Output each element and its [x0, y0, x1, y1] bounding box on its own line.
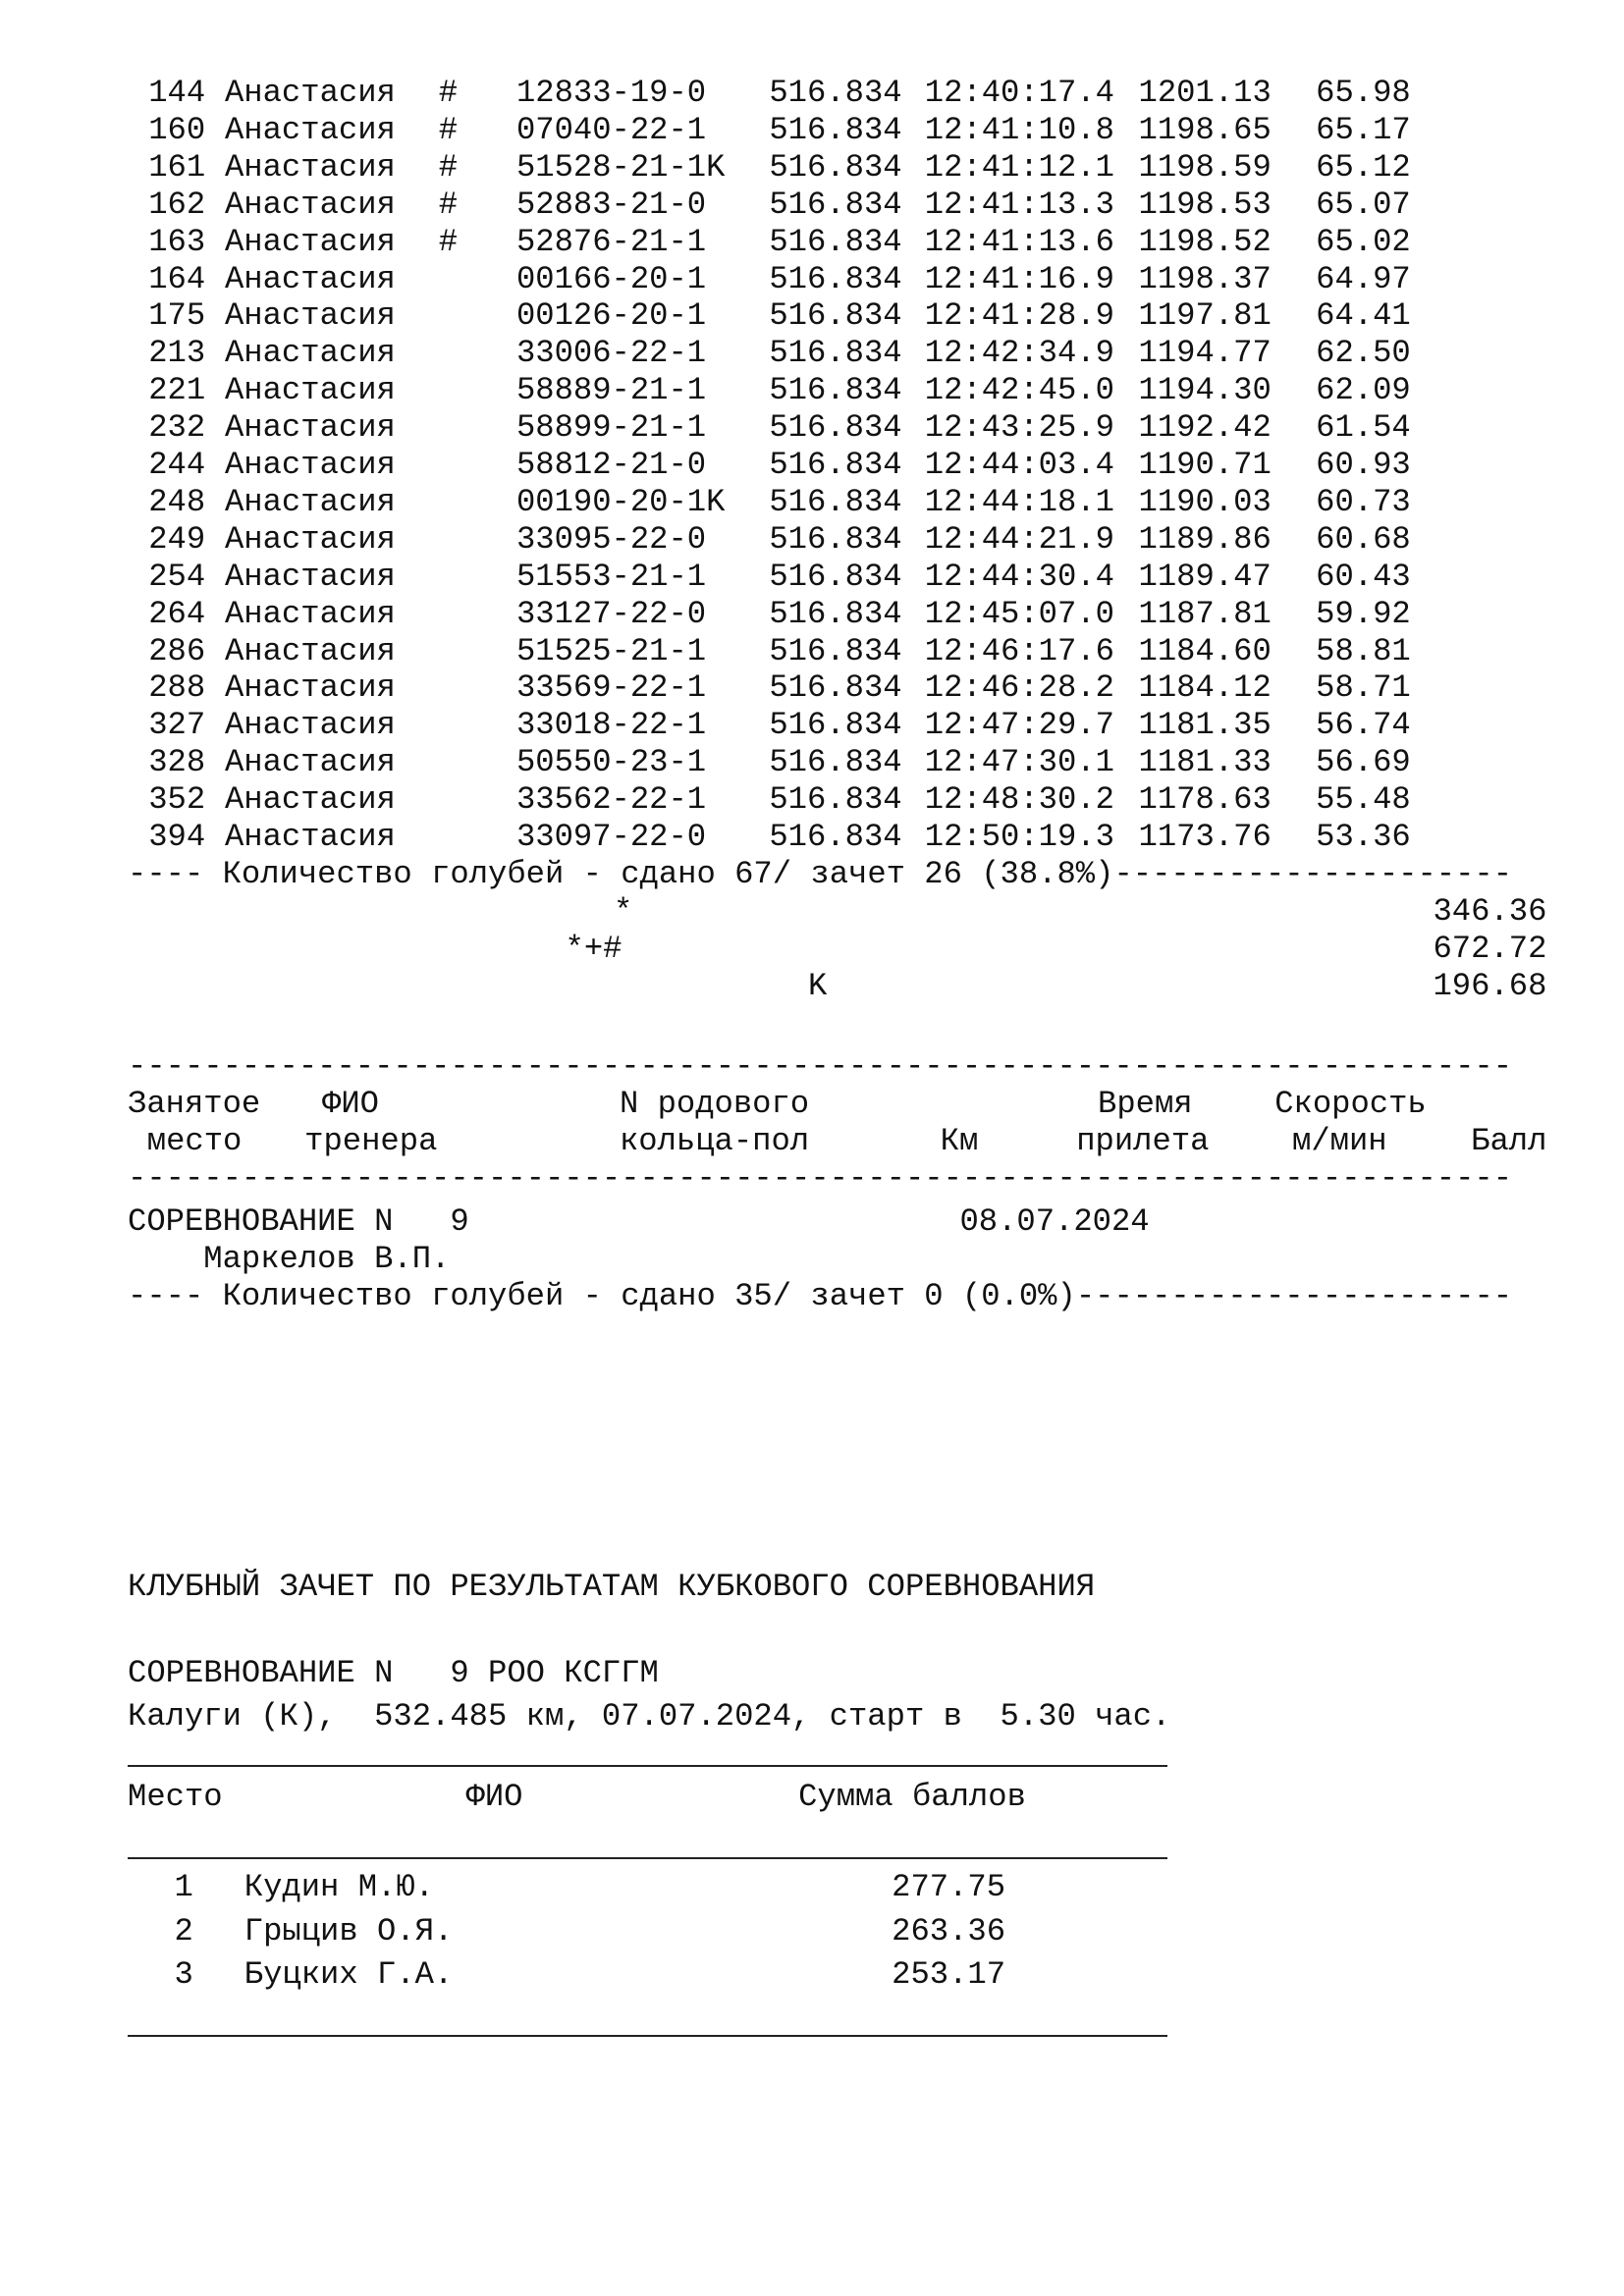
- place-cell: 175: [148, 297, 206, 335]
- spacer: [205, 819, 225, 856]
- ring-cell: 12833-19-0: [515, 75, 707, 111]
- score-cell: 60.73: [1316, 483, 1411, 520]
- spacer: [905, 372, 925, 409]
- score-cell: 62.09: [1316, 372, 1411, 409]
- spacer: [905, 75, 925, 112]
- competition-label: СОРЕВНОВАНИЕ N 9: [128, 1203, 469, 1240]
- table-row: [128, 707, 1411, 744]
- spacer: [905, 409, 925, 447]
- name-cell: Анастасия: [224, 520, 396, 558]
- speed-cell: 1187.81: [1138, 595, 1272, 632]
- header-score: Балл: [1471, 1123, 1547, 1159]
- km-cell: 516.834: [769, 223, 902, 260]
- club-header-sum: Сумма баллов: [798, 1779, 1026, 1815]
- spacer: [905, 149, 925, 187]
- club-name-cell: Грыцив О.Я.: [244, 1912, 454, 1949]
- club-sum-cell: 277.75: [892, 1869, 1006, 1905]
- score-cell: 58.71: [1316, 669, 1411, 707]
- spacer: [205, 707, 225, 744]
- ring-cell: 51528-21-1K: [515, 148, 726, 186]
- club-header-rule: [128, 1857, 1167, 1859]
- club-row: [128, 1869, 1177, 1906]
- spacer: [205, 372, 225, 409]
- ring-cell: 51553-21-1: [515, 558, 707, 595]
- summary-text: Количество голубей - сдано 35/ зачет 0 (0.0%): [222, 1278, 1076, 1314]
- ring-cell: 33569-22-1: [515, 669, 707, 707]
- spacer: [1119, 669, 1139, 707]
- time-cell: 12:44:18.1: [924, 483, 1114, 520]
- summary-dashes: -----------------------: [1075, 1278, 1513, 1314]
- table-row: [128, 781, 1411, 819]
- ring-cell: 00126-20-1: [515, 297, 707, 335]
- speed-cell: 1181.33: [1138, 744, 1272, 781]
- score-cell: 59.92: [1316, 595, 1411, 632]
- km-cell: 516.834: [769, 447, 902, 483]
- speed-cell: 1198.37: [1138, 260, 1272, 297]
- spacer: [905, 112, 925, 149]
- spacer: [205, 75, 225, 112]
- spacer: [1119, 633, 1139, 670]
- header-ring: N родового: [619, 1086, 810, 1122]
- spacer: [905, 187, 925, 224]
- score-cell: 65.02: [1316, 223, 1411, 260]
- place-cell: 328: [148, 744, 206, 781]
- time-cell: 12:47:30.1: [924, 744, 1114, 781]
- spacer: [1119, 409, 1139, 447]
- km-cell: 516.834: [769, 75, 902, 111]
- speed-cell: 1198.53: [1138, 186, 1272, 223]
- table-row: [128, 224, 1411, 261]
- total-value: 672.72: [1433, 930, 1547, 967]
- table-row: [128, 149, 1411, 187]
- km-cell: 516.834: [769, 520, 902, 558]
- place-cell: 248: [148, 483, 206, 520]
- spacer: [205, 447, 225, 484]
- mark-cell: #: [438, 223, 459, 260]
- total-label: *+#: [565, 930, 623, 967]
- speed-cell: 1197.81: [1138, 297, 1272, 335]
- km-cell: 516.834: [769, 744, 902, 781]
- table-row: [128, 447, 1411, 484]
- place-cell: 161: [148, 148, 206, 186]
- name-cell: Анастасия: [224, 744, 396, 781]
- name-cell: Анастасия: [224, 335, 396, 372]
- ring-cell: 58899-21-1: [515, 409, 707, 447]
- score-cell: 56.69: [1316, 744, 1411, 781]
- dashed-divider: -------------------------------------------------------------------------: [128, 1160, 1513, 1197]
- km-cell: 516.834: [769, 632, 902, 669]
- ring-cell: 51525-21-1: [515, 632, 707, 669]
- table-row: [128, 335, 1411, 372]
- spacer: [905, 261, 925, 298]
- speed-cell: 1181.35: [1138, 707, 1272, 744]
- place-cell: 144: [148, 75, 206, 111]
- speed-cell: 1190.03: [1138, 483, 1272, 520]
- ring-cell: 33562-22-1: [515, 781, 707, 819]
- km-cell: 516.834: [769, 335, 902, 372]
- speed-cell: 1198.52: [1138, 223, 1272, 260]
- table-header-line-1: [128, 1086, 1546, 1123]
- score-cell: 64.97: [1316, 260, 1411, 297]
- score-cell: 65.07: [1316, 186, 1411, 223]
- spacer: [905, 447, 925, 484]
- time-cell: 12:45:07.0: [924, 595, 1114, 632]
- time-cell: 12:41:12.1: [924, 148, 1114, 186]
- score-cell: 56.74: [1316, 707, 1411, 744]
- spacer: [1119, 781, 1139, 819]
- total-label: *: [614, 892, 633, 930]
- place-cell: 286: [148, 632, 206, 669]
- place-cell: 213: [148, 335, 206, 372]
- club-sum-cell: 263.36: [892, 1912, 1006, 1949]
- ring-cell: 52876-21-1: [515, 223, 707, 260]
- time-cell: 12:46:28.2: [924, 669, 1114, 707]
- spacer: [1119, 297, 1139, 335]
- score-cell: 64.41: [1316, 297, 1411, 335]
- place-cell: 244: [148, 447, 206, 483]
- ring-cell: 00166-20-1: [515, 260, 707, 297]
- score-cell: 65.12: [1316, 148, 1411, 186]
- spacer: [205, 484, 225, 521]
- header-trainer: ФИО: [322, 1086, 379, 1122]
- spacer: [905, 744, 925, 781]
- table-row: [128, 521, 1411, 559]
- club-place-cell: 3: [174, 1956, 193, 1993]
- speed-cell: 1184.60: [1138, 632, 1272, 669]
- club-top-rule: [128, 1765, 1167, 1767]
- place-cell: 394: [148, 819, 206, 855]
- place-cell: 264: [148, 595, 206, 632]
- table-header-line-2: [128, 1123, 1546, 1160]
- spacer: [205, 261, 225, 298]
- spacer: [205, 187, 225, 224]
- club-details-line: Калуги (К), 532.485 км, 07.07.2024, старт в 5.30 час.: [128, 1698, 1171, 1735]
- place-cell: 164: [148, 260, 206, 297]
- ring-cell: 58889-21-1: [515, 372, 707, 409]
- score-cell: 61.54: [1316, 409, 1411, 447]
- speed-cell: 1192.42: [1138, 409, 1272, 447]
- club-row: [128, 1956, 1177, 1994]
- competition-date: 08.07.2024: [959, 1203, 1150, 1240]
- summary-line-2: ---- Количество голубей - сдано 35/ зачет 0 (0.0%)-----------------------: [128, 1278, 1513, 1314]
- club-title: КЛУБНЫЙ ЗАЧЕТ ПО РЕЗУЛЬТАТАМ КУБКОВОГО СОРЕВНОВАНИЯ: [128, 1569, 1096, 1605]
- time-cell: 12:41:13.3: [924, 186, 1114, 223]
- table-row: [128, 596, 1411, 633]
- km-cell: 516.834: [769, 595, 902, 632]
- trainer-line: [128, 1241, 450, 1278]
- spacer: [1119, 224, 1139, 261]
- speed-cell: 1184.12: [1138, 669, 1272, 707]
- table-row: [128, 633, 1411, 670]
- speed-cell: 1190.71: [1138, 447, 1272, 483]
- time-cell: 12:44:21.9: [924, 520, 1114, 558]
- speed-cell: 1194.77: [1138, 335, 1272, 372]
- time-cell: 12:43:25.9: [924, 409, 1114, 447]
- total-label: K: [808, 967, 828, 1004]
- header-place: Занятое: [128, 1086, 261, 1122]
- total-value: 346.36: [1433, 892, 1547, 930]
- score-cell: 53.36: [1316, 819, 1411, 855]
- speed-cell: 1178.63: [1138, 781, 1272, 819]
- table-row: [128, 297, 1411, 335]
- summary-dashes: ---------------------: [1113, 855, 1513, 892]
- ring-cell: 00190-20-1K: [515, 483, 726, 520]
- spacer: [205, 744, 225, 781]
- km-cell: 516.834: [769, 372, 902, 409]
- name-cell: Анастасия: [224, 260, 396, 297]
- time-cell: 12:48:30.2: [924, 781, 1114, 819]
- spacer: [905, 335, 925, 372]
- name-cell: Анастасия: [224, 483, 396, 520]
- total-row: [128, 893, 1546, 931]
- table-row: [128, 372, 1411, 409]
- ring-cell: 58812-21-0: [515, 447, 707, 483]
- club-competition-line: СОРЕВНОВАНИЕ N 9 РОО КСГГМ: [128, 1655, 659, 1691]
- time-cell: 12:47:29.7: [924, 707, 1114, 744]
- score-cell: 60.68: [1316, 520, 1411, 558]
- time-cell: 12:41:10.8: [924, 111, 1114, 148]
- name-cell: Анастасия: [224, 595, 396, 632]
- spacer: [905, 781, 925, 819]
- time-cell: 12:46:17.6: [924, 632, 1114, 669]
- place-cell: 288: [148, 669, 206, 707]
- km-cell: 516.834: [769, 558, 902, 595]
- table-row: [128, 409, 1411, 447]
- header-speed: м/мин: [1292, 1123, 1387, 1159]
- club-row: [128, 1913, 1177, 1950]
- km-cell: 516.834: [769, 483, 902, 520]
- header-place: место: [146, 1123, 243, 1159]
- club-name-cell: Буцких Г.А.: [244, 1956, 454, 1993]
- club-header-name: ФИО: [465, 1779, 523, 1815]
- name-cell: Анастасия: [224, 558, 396, 595]
- spacer: [205, 409, 225, 447]
- spacer: [905, 297, 925, 335]
- spacer: [905, 521, 925, 559]
- speed-cell: 1189.86: [1138, 520, 1272, 558]
- table-row: [128, 484, 1411, 521]
- score-cell: 58.81: [1316, 632, 1411, 669]
- speed-cell: 1198.65: [1138, 111, 1272, 148]
- header-time: Время: [1098, 1086, 1193, 1122]
- name-cell: Анастасия: [224, 372, 396, 409]
- trainer-name: Маркелов В.П.: [203, 1241, 451, 1277]
- ring-cell: 33018-22-1: [515, 707, 707, 744]
- speed-cell: 1173.76: [1138, 819, 1272, 855]
- km-cell: 516.834: [769, 669, 902, 707]
- spacer: [1119, 112, 1139, 149]
- spacer: [205, 559, 225, 596]
- place-cell: 249: [148, 520, 206, 558]
- spacer: [1119, 372, 1139, 409]
- spacer: [205, 781, 225, 819]
- km-cell: 516.834: [769, 260, 902, 297]
- mark-cell: #: [438, 111, 459, 148]
- total-value: 196.68: [1433, 967, 1547, 1004]
- place-cell: 221: [148, 372, 206, 409]
- club-header-place: Место: [128, 1779, 223, 1815]
- speed-cell: 1201.13: [1138, 75, 1272, 111]
- spacer: [1119, 707, 1139, 744]
- summary-text: Количество голубей - сдано 67/ зачет 26 (38.8%): [222, 855, 1114, 892]
- name-cell: Анастасия: [224, 148, 396, 186]
- spacer: [1119, 187, 1139, 224]
- name-cell: Анастасия: [224, 781, 396, 819]
- score-cell: 60.93: [1316, 447, 1411, 483]
- spacer: [905, 484, 925, 521]
- spacer: [905, 224, 925, 261]
- spacer: [1119, 335, 1139, 372]
- spacer: [1119, 596, 1139, 633]
- time-cell: 12:42:45.0: [924, 372, 1114, 409]
- speed-cell: 1194.30: [1138, 372, 1272, 409]
- table-row: [128, 261, 1411, 298]
- km-cell: 516.834: [769, 297, 902, 335]
- competition-line: [128, 1203, 1546, 1241]
- table-row: [128, 112, 1411, 149]
- total-row: [128, 968, 1546, 1005]
- mark-cell: #: [438, 186, 459, 223]
- name-cell: Анастасия: [224, 75, 396, 111]
- club-place-cell: 2: [174, 1912, 193, 1949]
- table-row: [128, 669, 1411, 707]
- header-time: прилета: [1076, 1123, 1210, 1159]
- spacer: [1119, 484, 1139, 521]
- km-cell: 516.834: [769, 707, 902, 744]
- name-cell: Анастасия: [224, 447, 396, 483]
- place-cell: 352: [148, 781, 206, 819]
- spacer: [905, 633, 925, 670]
- club-name-cell: Кудин М.Ю.: [244, 1869, 434, 1905]
- spacer: [905, 596, 925, 633]
- km-cell: 516.834: [769, 148, 902, 186]
- time-cell: 12:41:28.9: [924, 297, 1114, 335]
- place-cell: 160: [148, 111, 206, 148]
- header-speed: Скорость: [1274, 1086, 1427, 1122]
- spacer: [205, 521, 225, 559]
- club-table-header: [128, 1779, 1177, 1816]
- header-ring: кольца-пол: [619, 1123, 810, 1159]
- time-cell: 12:50:19.3: [924, 819, 1114, 855]
- table-row: [128, 559, 1411, 596]
- club-bottom-rule: [128, 2035, 1167, 2037]
- score-cell: 65.17: [1316, 111, 1411, 148]
- km-cell: 516.834: [769, 781, 902, 819]
- ring-cell: 50550-23-1: [515, 744, 707, 781]
- time-cell: 12:40:17.4: [924, 75, 1114, 111]
- spacer: [1119, 559, 1139, 596]
- score-cell: 65.98: [1316, 75, 1411, 111]
- spacer: [1119, 261, 1139, 298]
- place-cell: 163: [148, 223, 206, 260]
- ring-cell: 33097-22-0: [515, 819, 707, 855]
- mark-cell: #: [438, 148, 459, 186]
- time-cell: 12:42:34.9: [924, 335, 1114, 372]
- place-cell: 327: [148, 707, 206, 744]
- summary-line-1: ---- Количество голубей - сдано 67/ зачет 26 (38.8%)---------------------: [128, 855, 1513, 892]
- time-cell: 12:44:03.4: [924, 447, 1114, 483]
- spacer: [205, 149, 225, 187]
- speed-cell: 1198.59: [1138, 148, 1272, 186]
- name-cell: Анастасия: [224, 186, 396, 223]
- spacer: [205, 224, 225, 261]
- time-cell: 12:44:30.4: [924, 558, 1114, 595]
- ring-cell: 33095-22-0: [515, 520, 707, 558]
- header-km: Км: [940, 1123, 979, 1159]
- table-row: [128, 744, 1411, 781]
- table-row: [128, 75, 1411, 112]
- score-cell: 60.43: [1316, 558, 1411, 595]
- score-cell: 62.50: [1316, 335, 1411, 372]
- spacer: [1119, 819, 1139, 856]
- score-cell: 55.48: [1316, 781, 1411, 819]
- dashed-divider: -------------------------------------------------------------------------: [128, 1048, 1513, 1085]
- spacer: [905, 669, 925, 707]
- total-row: [128, 931, 1546, 968]
- spacer: [1119, 149, 1139, 187]
- table-row: [128, 819, 1411, 856]
- km-cell: 516.834: [769, 186, 902, 223]
- name-cell: Анастасия: [224, 111, 396, 148]
- ring-cell: 33127-22-0: [515, 595, 707, 632]
- ring-cell: 52883-21-0: [515, 186, 707, 223]
- spacer: [205, 297, 225, 335]
- spacer: [1119, 744, 1139, 781]
- spacer: [905, 559, 925, 596]
- spacer: [1119, 447, 1139, 484]
- spacer: [905, 707, 925, 744]
- ring-cell: 33006-22-1: [515, 335, 707, 372]
- speed-cell: 1189.47: [1138, 558, 1272, 595]
- header-trainer: тренера: [304, 1123, 438, 1159]
- club-place-cell: 1: [174, 1869, 193, 1905]
- km-cell: 516.834: [769, 111, 902, 148]
- name-cell: Анастасия: [224, 669, 396, 707]
- spacer: [205, 669, 225, 707]
- time-cell: 12:41:16.9: [924, 260, 1114, 297]
- spacer: [205, 112, 225, 149]
- spacer: [205, 633, 225, 670]
- table-row: [128, 187, 1411, 224]
- spacer: [205, 596, 225, 633]
- spacer: [1119, 75, 1139, 112]
- km-cell: 516.834: [769, 819, 902, 855]
- place-cell: 254: [148, 558, 206, 595]
- name-cell: Анастасия: [224, 632, 396, 669]
- spacer: [1119, 521, 1139, 559]
- club-sum-cell: 253.17: [892, 1956, 1006, 1993]
- spacer: [905, 819, 925, 856]
- place-cell: 162: [148, 186, 206, 223]
- name-cell: Анастасия: [224, 819, 396, 855]
- name-cell: Анастасия: [224, 223, 396, 260]
- name-cell: Анастасия: [224, 409, 396, 447]
- time-cell: 12:41:13.6: [924, 223, 1114, 260]
- ring-cell: 07040-22-1: [515, 111, 707, 148]
- place-cell: 232: [148, 409, 206, 447]
- name-cell: Анастасия: [224, 297, 396, 335]
- km-cell: 516.834: [769, 409, 902, 447]
- spacer: [205, 335, 225, 372]
- name-cell: Анастасия: [224, 707, 396, 744]
- mark-cell: #: [438, 75, 459, 111]
